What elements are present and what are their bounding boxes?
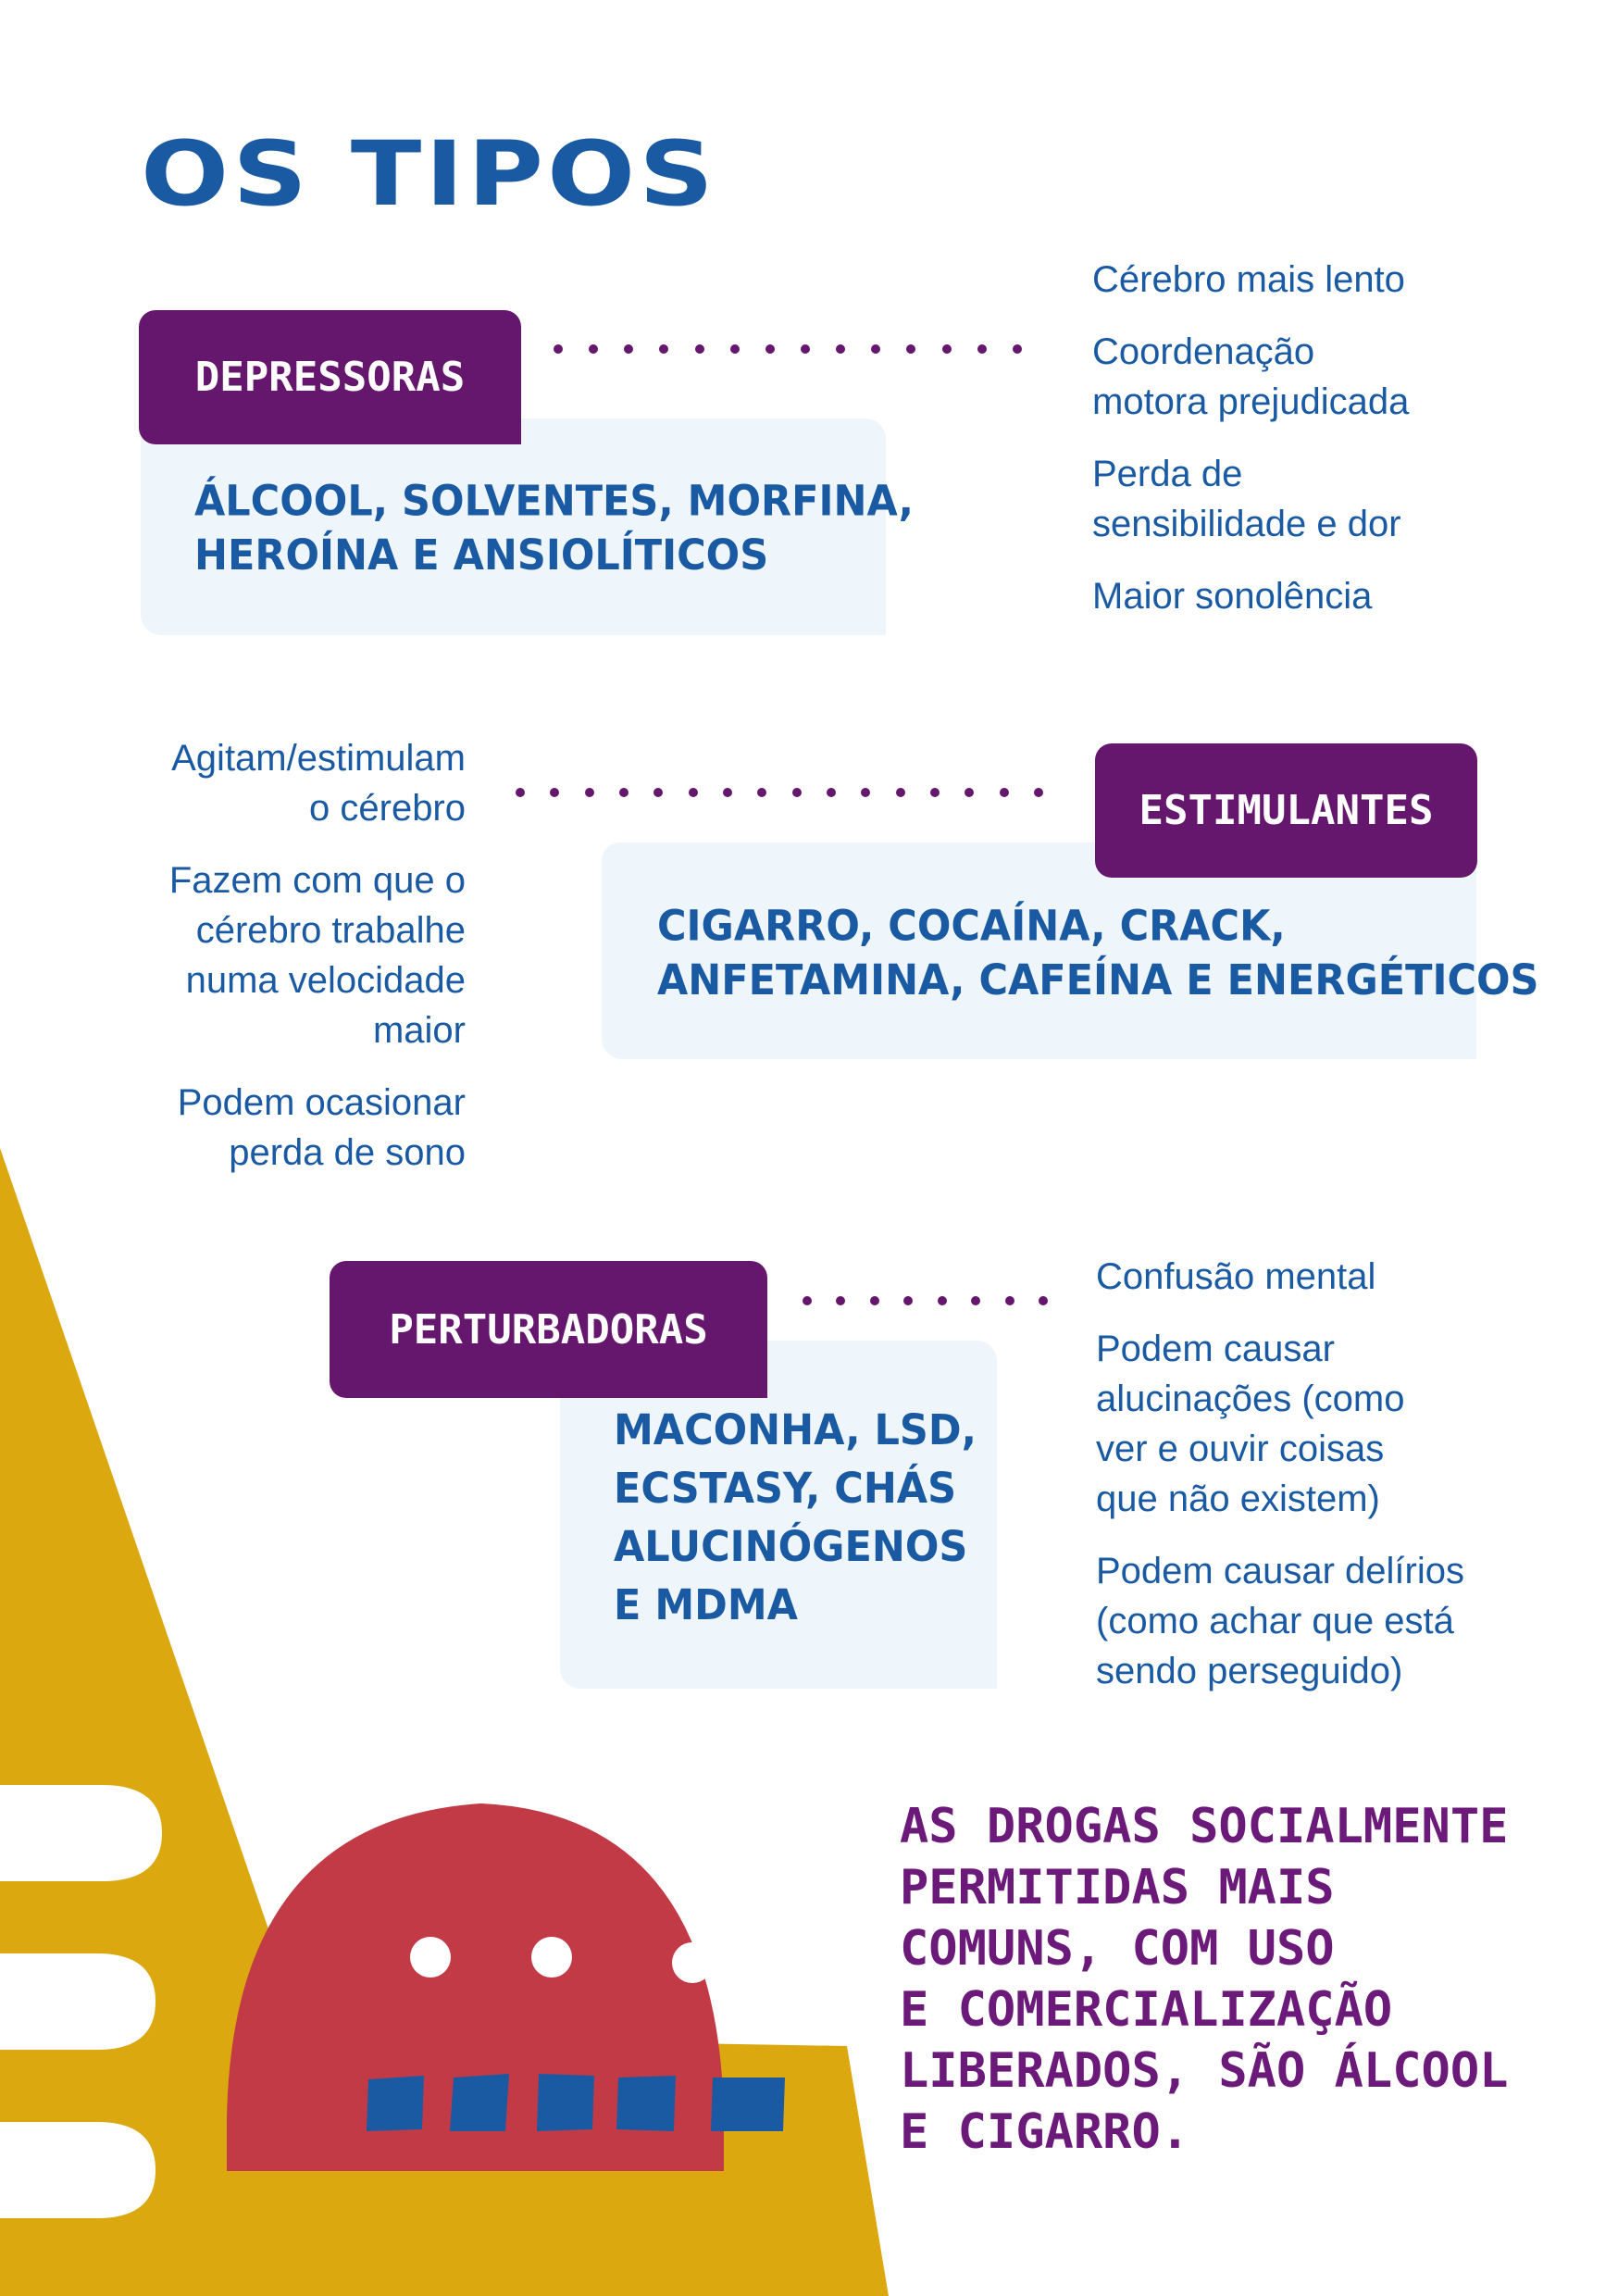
examples-line: E MDMA <box>614 1581 798 1630</box>
connector-dot <box>827 788 836 797</box>
connector-dot <box>930 788 940 797</box>
connector-dot <box>765 344 775 354</box>
connector-dot <box>836 344 845 354</box>
connector-dot <box>942 344 952 354</box>
connector-dot <box>836 1296 845 1305</box>
connector-dot <box>801 344 810 354</box>
connector-dot <box>550 788 559 797</box>
tag-depressoras: DEPRESSORAS <box>139 310 521 444</box>
closing-line: PERMITIDAS MAIS <box>900 1860 1335 1915</box>
tooth-5 <box>711 2078 785 2131</box>
connector-dot <box>971 1296 980 1305</box>
effect-item: Agitam/estimulam o cérebro <box>171 738 466 829</box>
connector-dot <box>977 344 987 354</box>
connector-dot <box>695 344 704 354</box>
connector-dot <box>792 788 802 797</box>
connector-dot <box>903 1296 913 1305</box>
effect-item: Confusão mental <box>1096 1256 1376 1297</box>
connector-dot <box>723 788 732 797</box>
closing-line: LIBERADOS, SÃO ÁLCOOL <box>900 2043 1509 2099</box>
connector-dot <box>624 344 633 354</box>
effect-item: Coordenação motora prejudicada <box>1092 331 1410 422</box>
connector-dot <box>870 1296 879 1305</box>
eye-right <box>672 1942 713 1983</box>
connector-dot <box>1034 788 1043 797</box>
effect-item: Podem causar alucinações (como ver e ouvir coisas que não existem) <box>1096 1329 1405 1519</box>
eye-left <box>410 1937 451 1978</box>
white-tab-2 <box>0 1953 156 2050</box>
dotted-connector <box>554 344 1022 354</box>
closing-line: E CIGARRO. <box>900 2104 1190 2160</box>
eye-middle <box>531 1937 572 1978</box>
connector-dot <box>619 788 629 797</box>
effect-item: Cérebro mais lento <box>1092 259 1405 300</box>
connector-dot <box>906 344 915 354</box>
examples-line: HEROÍNA E ANSIOLÍTICOS <box>194 531 769 580</box>
effect-item: Podem causar delírios (como achar que está sendo perseguido) <box>1096 1551 1464 1691</box>
connector-dot <box>1013 344 1022 354</box>
tag-perturbadoras: PERTURBADORAS <box>330 1261 767 1398</box>
depressoras-examples <box>194 474 914 583</box>
connector-dot <box>1000 788 1009 797</box>
connector-dot <box>938 1296 947 1305</box>
estimulantes-examples <box>657 899 1539 1008</box>
examples-line: ALUCINÓGENOS <box>614 1523 968 1572</box>
connector-dot <box>689 788 698 797</box>
connector-dot <box>554 344 563 354</box>
perturbadoras-effects <box>1096 1252 1577 1718</box>
tooth-3 <box>537 2074 594 2131</box>
connector-dot <box>589 344 598 354</box>
connector-dot <box>803 1296 812 1305</box>
depressoras-effects <box>1092 255 1574 643</box>
examples-line: ÁLCOOL, SOLVENTES, MORFINA, <box>194 477 914 526</box>
connector-dot <box>1039 1296 1048 1305</box>
white-tab-1 <box>0 1785 162 1881</box>
connector-dot <box>871 344 880 354</box>
examples-line: ANFETAMINA, CAFEÍNA E ENERGÉTICOS <box>657 956 1539 1005</box>
tooth-2 <box>450 2074 509 2131</box>
connector-dot <box>730 344 740 354</box>
estimulantes-effects <box>93 733 466 1200</box>
connector-dot <box>659 344 668 354</box>
connector-dot <box>861 788 870 797</box>
examples-line: ECSTASY, CHÁS <box>614 1465 957 1514</box>
connector-dot <box>1005 1296 1014 1305</box>
effect-item: Podem ocasionar perda de sono <box>177 1082 466 1173</box>
dotted-connector <box>803 1296 1048 1305</box>
effect-item: Fazem com que o cérebro trabalhe numa velocidade maior <box>168 860 466 1051</box>
dotted-connector <box>516 788 1043 797</box>
perturbadoras-examples <box>614 1402 977 1635</box>
white-tab-3 <box>0 2122 156 2218</box>
closing-line: E COMERCIALIZAÇÃO <box>900 1982 1393 2038</box>
connector-dot <box>965 788 974 797</box>
connector-dot <box>896 788 905 797</box>
connector-dot <box>516 788 525 797</box>
examples-line: CIGARRO, COCAÍNA, CRACK, <box>657 902 1286 951</box>
closing-statement <box>900 1796 1566 2163</box>
tooth-1 <box>367 2076 424 2131</box>
connector-dot <box>585 788 594 797</box>
tag-estimulantes: ESTIMULANTES <box>1095 743 1477 878</box>
closing-line: AS DROGAS SOCIALMENTE <box>900 1799 1509 1854</box>
tooth-4 <box>616 2076 676 2131</box>
effect-item: Perda de sensibilidade e dor <box>1092 454 1401 544</box>
examples-line: MACONHA, LSD, <box>614 1406 977 1455</box>
page-title: OS TIPOS <box>141 122 717 227</box>
effect-item: Maior sonolência <box>1092 576 1373 617</box>
connector-dot <box>653 788 663 797</box>
connector-dot <box>757 788 766 797</box>
closing-line: COMUNS, COM USO <box>900 1921 1335 1977</box>
